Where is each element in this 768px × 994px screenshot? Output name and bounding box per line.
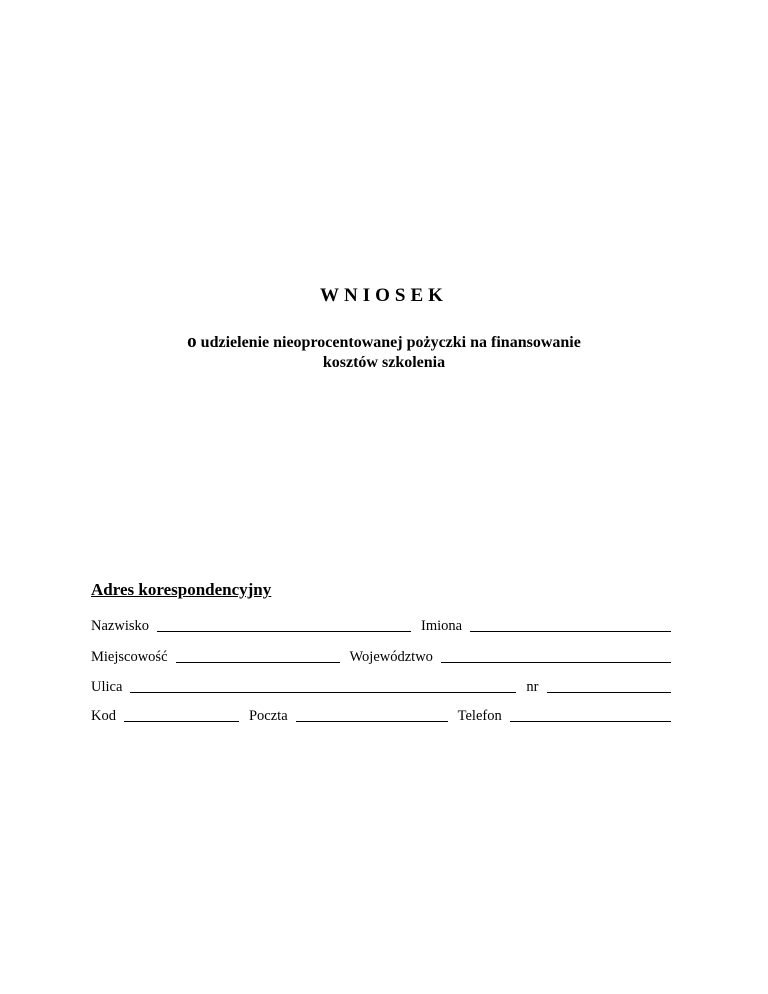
- number-label: nr: [526, 679, 539, 695]
- form-row-surname: [91, 617, 671, 635]
- number-field[interactable]: [547, 692, 672, 693]
- form-row-city: [91, 648, 671, 666]
- voivodeship-label: Województwo: [349, 649, 433, 665]
- phone-field[interactable]: [510, 721, 671, 722]
- address-section-heading: Adres korespondencyjny: [91, 580, 272, 599]
- city-label: Miejscowość: [91, 649, 168, 665]
- post-office-label: Poczta: [248, 708, 288, 724]
- phone-label: Telefon: [457, 708, 502, 724]
- document-title: WNIOSEK: [320, 285, 448, 306]
- subtitle-line-1-rest: udzielenie nieoprocentowanej pożyczki na finansowanie: [196, 334, 581, 351]
- surname-label: Nazwisko: [91, 618, 149, 634]
- postal-code-label: Kod: [91, 708, 116, 724]
- document-subtitle: [0, 332, 768, 373]
- post-office-field[interactable]: [296, 721, 448, 722]
- first-names-field[interactable]: [470, 631, 671, 632]
- subtitle-line-1: [0, 332, 768, 353]
- form-row-street: [91, 678, 671, 696]
- city-field[interactable]: [176, 662, 340, 663]
- form-row-postal: [91, 707, 671, 725]
- first-names-label: Imiona: [421, 618, 463, 634]
- subtitle-line-2: kosztów szkolenia: [322, 354, 446, 371]
- subtitle-first-letter: o: [187, 331, 197, 352]
- postal-code-field[interactable]: [124, 721, 239, 722]
- voivodeship-field[interactable]: [441, 662, 671, 663]
- street-field[interactable]: [130, 692, 516, 693]
- street-label: Ulica: [91, 679, 123, 695]
- surname-field[interactable]: [157, 631, 411, 632]
